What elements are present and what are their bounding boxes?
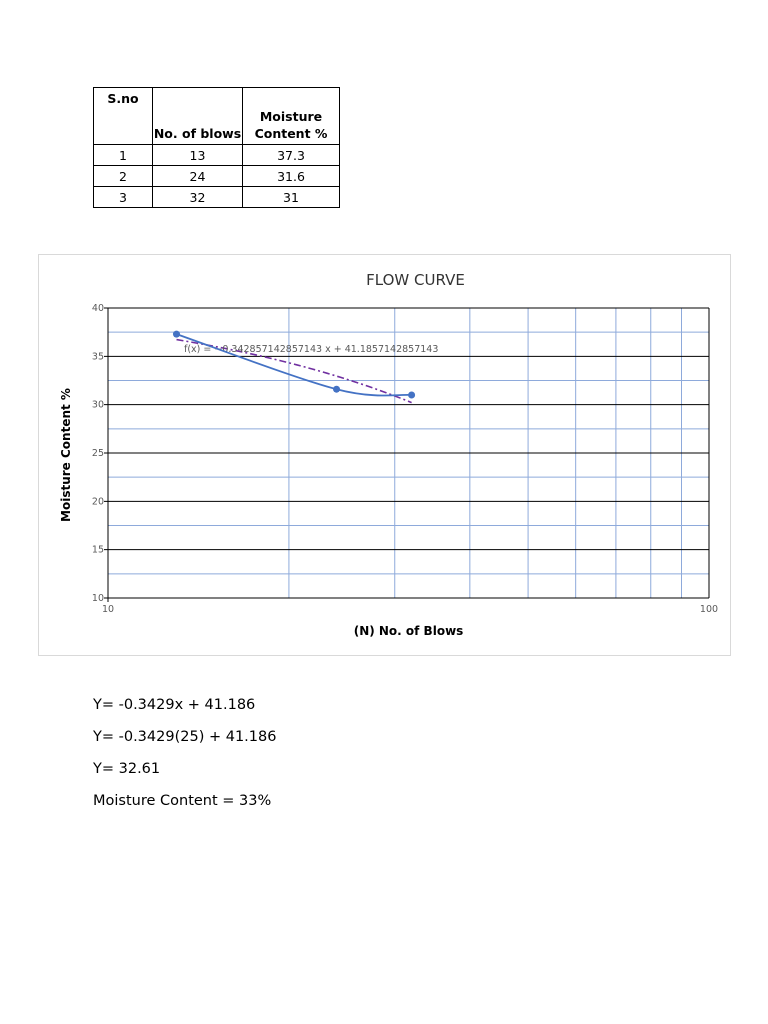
cell-moisture: 31.6 <box>243 166 340 187</box>
y-axis-label: Moisture Content % <box>59 388 73 522</box>
data-point <box>408 392 415 399</box>
header-sno: S.no <box>94 88 153 145</box>
cell-blows: 24 <box>153 166 243 187</box>
result-line: Y= 32.61 <box>93 761 161 777</box>
blows-moisture-table <box>93 87 340 208</box>
table-row <box>94 145 340 166</box>
y-tick-label: 35 <box>91 351 104 363</box>
cell-sno: 1 <box>94 145 153 166</box>
table-row <box>94 166 340 187</box>
data-point <box>173 331 180 338</box>
cell-moisture: 37.3 <box>243 145 340 166</box>
header-moisture-content: Moisture Content % <box>243 88 340 145</box>
equation-line: Y= -0.3429x + 41.186 <box>93 697 256 713</box>
cell-sno: 3 <box>94 187 153 208</box>
x-axis-label: (N) No. of Blows <box>353 624 464 638</box>
y-tick-label: 20 <box>91 496 104 508</box>
cell-moisture: 31 <box>243 187 340 208</box>
cell-blows: 13 <box>153 145 243 166</box>
flow-curve-chart <box>39 255 732 657</box>
header-no-of-blows: No. of blows <box>153 88 243 145</box>
y-tick-label: 40 <box>91 303 104 314</box>
cell-sno: 2 <box>94 166 153 187</box>
x-tick-label: 100 <box>699 604 719 615</box>
y-tick-label: 30 <box>91 399 104 411</box>
table-row <box>94 187 340 208</box>
y-tick-label: 15 <box>91 544 104 556</box>
chart-title: FLOW CURVE <box>366 271 465 289</box>
flow-curve-chart-frame <box>38 254 731 656</box>
substitution-line: Y= -0.3429(25) + 41.186 <box>93 729 277 745</box>
cell-blows: 32 <box>153 187 243 208</box>
data-point <box>333 386 340 393</box>
moisture-content-result: Moisture Content = 33% <box>93 793 272 809</box>
trendline-equation-label: f(x) = −0.342857142857143 x + 41.1857142857143 <box>184 344 439 355</box>
y-tick-label: 10 <box>91 593 104 604</box>
y-tick-label: 25 <box>91 448 104 459</box>
table-header-row <box>94 88 340 145</box>
x-tick-label: 10 <box>101 604 115 615</box>
